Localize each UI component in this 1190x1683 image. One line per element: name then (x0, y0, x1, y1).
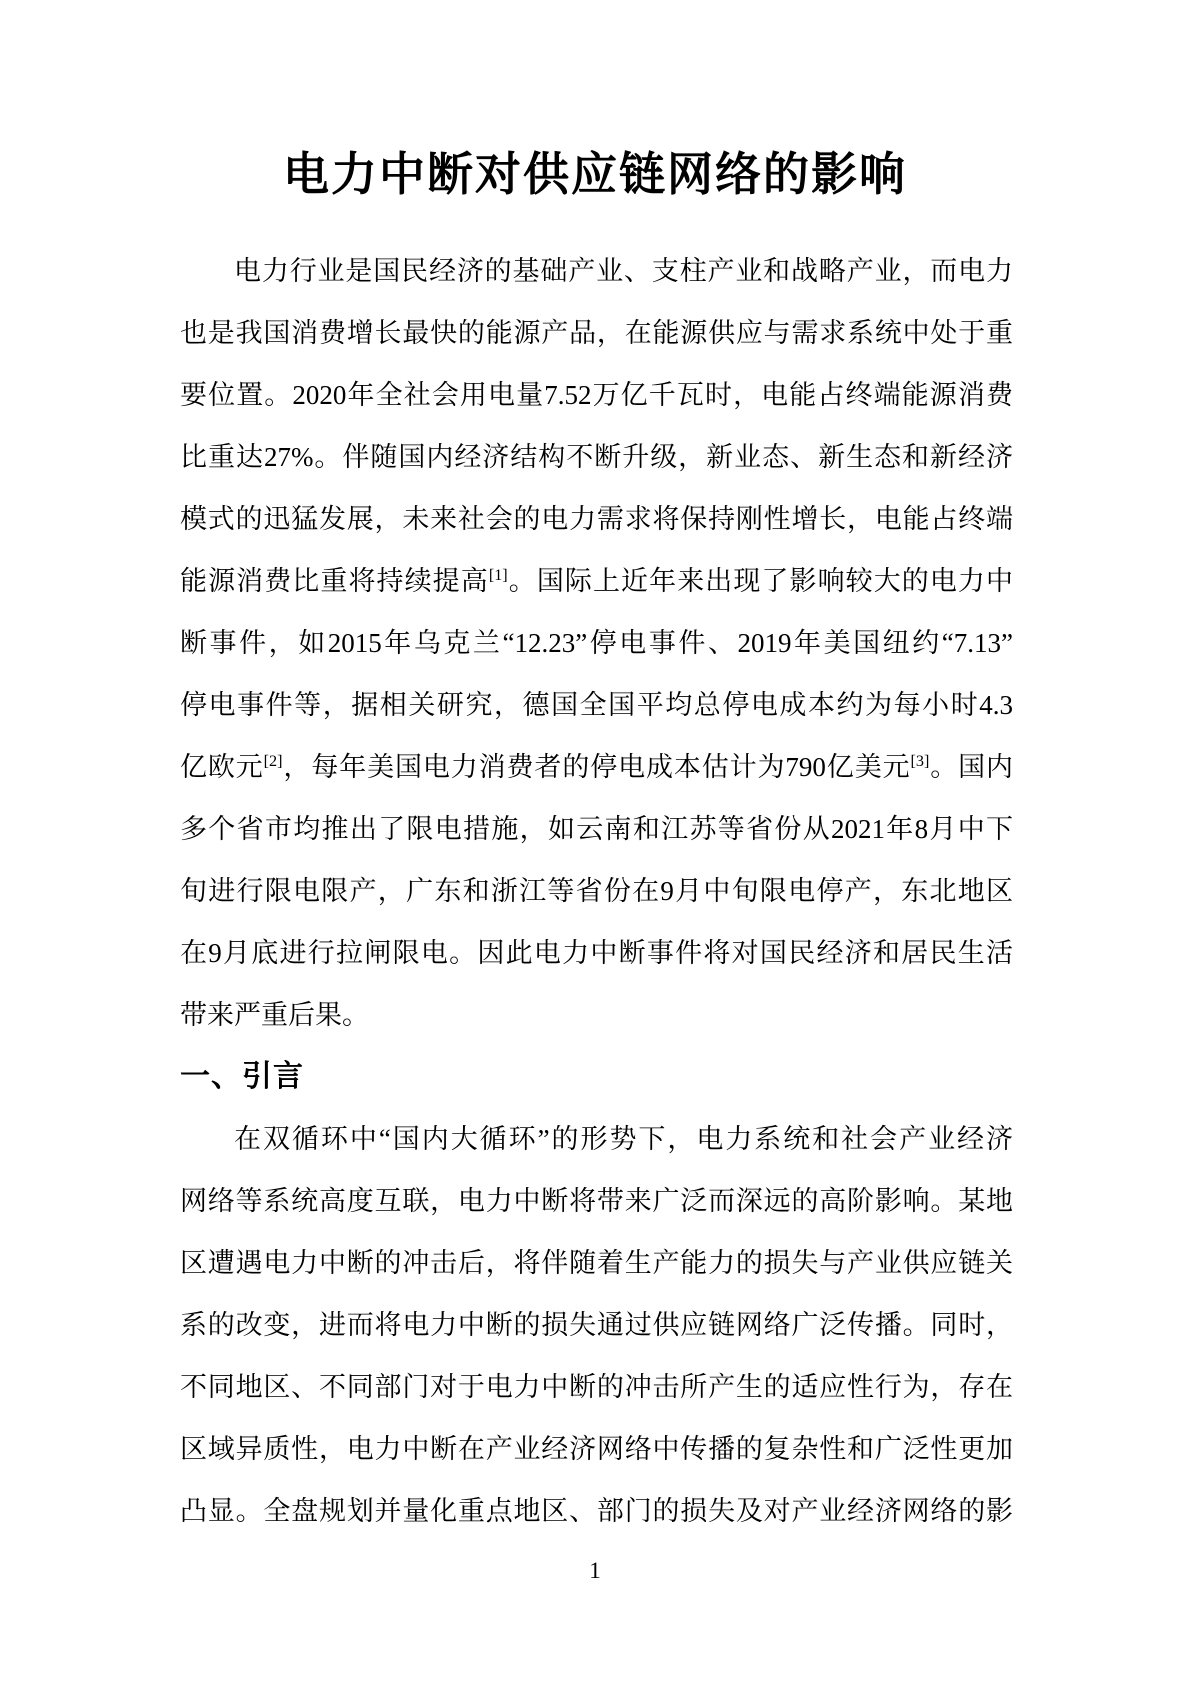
text-line: 系的改变，进而将电力中断的损失通过供应链网络广泛传播。同时， (180, 1310, 1013, 1340)
text-line: 不同地区、不同部门对于电力中断的冲击所产生的适应性行为，存在 (180, 1372, 1013, 1402)
section-heading-introduction: 一、引言 (180, 1060, 304, 1093)
document-title: 电力中断对供应链网络的影响 (283, 149, 907, 200)
page-number: 1 (589, 1558, 601, 1583)
text-line: 多个省市均推出了限电措施，如云南和江苏等省份从2021年8月中下 (180, 814, 1013, 844)
paragraph-intro (180, 240, 1013, 1046)
text-line: 要位置。2020年全社会用电量7.52万亿千瓦时，电能占终端能源消费 (180, 380, 1013, 410)
paragraph-introduction-body (180, 1108, 1013, 1542)
text-line: 网络等系统高度互联，电力中断将带来广泛而深远的高阶影响。某地 (180, 1186, 1013, 1216)
text-line: 能源消费比重将持续提高[1]。国际上近年来出现了影响较大的电力中 (180, 566, 1013, 596)
text-line: 凸显。全盘规划并量化重点地区、部门的损失及对产业经济网络的影 (180, 1496, 1013, 1526)
text-line: 比重达27%。伴随国内经济结构不断升级，新业态、新生态和新经济 (180, 442, 1013, 472)
text-line: 停电事件等，据相关研究，德国全国平均总停电成本约为每小时4.3 (180, 690, 1013, 720)
text-line: 区域异质性，电力中断在产业经济网络中传播的复杂性和广泛性更加 (180, 1434, 1013, 1464)
document-body (180, 240, 1013, 1542)
text-line: 旬进行限电限产，广东和浙江等省份在9月中旬限电停产，东北地区 (180, 876, 1013, 906)
text-line: 模式的迅猛发展，未来社会的电力需求将保持刚性增长，电能占终端 (180, 504, 1013, 534)
text-line: 断事件，如2015年乌克兰“12.23”停电事件、2019年美国纽约“7.13” (180, 628, 1013, 658)
text-line: 也是我国消费增长最快的能源产品，在能源供应与需求系统中处于重 (180, 318, 1013, 348)
text-line: 区遭遇电力中断的冲击后，将伴随着生产能力的损失与产业供应链关 (180, 1248, 1013, 1278)
text-line: 在9月底进行拉闸限电。因此电力中断事件将对国民经济和居民生活 (180, 938, 1013, 968)
text-line: 带来严重后果。 (180, 1000, 369, 1030)
text-line: 电力行业是国民经济的基础产业、支柱产业和战略产业，而电力 (234, 256, 1013, 286)
text-line: 亿欧元[2]，每年美国电力消费者的停电成本估计为790亿美元[3]。国内 (180, 752, 1013, 782)
text-line: 在双循环中“国内大循环”的形势下，电力系统和社会产业经济 (234, 1124, 1013, 1154)
